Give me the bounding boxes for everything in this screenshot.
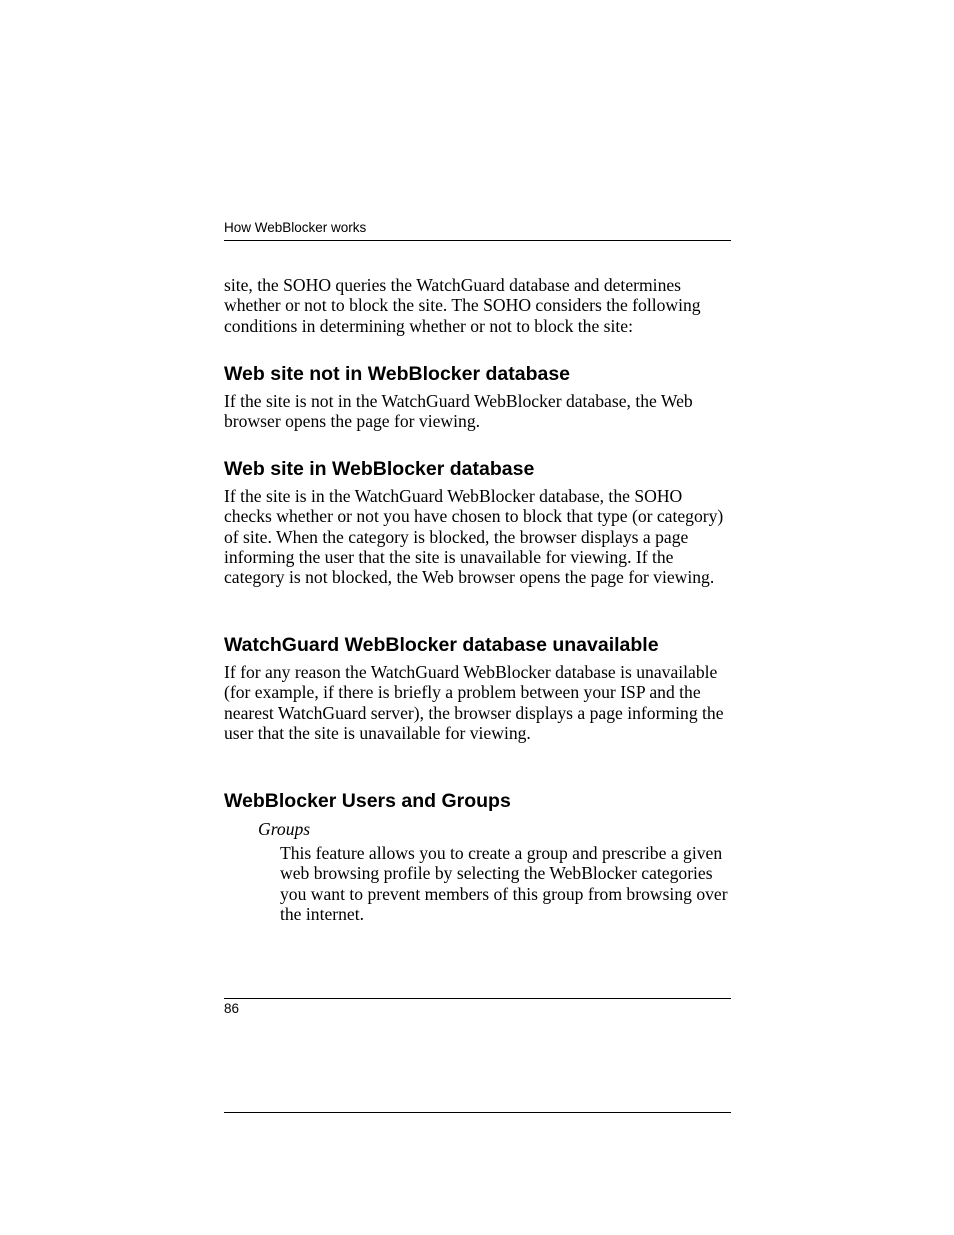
section-heading-database-unavailable: WatchGuard WebBlocker database unavailable: [224, 634, 659, 656]
intro-paragraph: site, the SOHO queries the WatchGuard database and determines whether or not to block the site. The SOHO considers the following conditions in determining whether or not to block the site:: [224, 275, 701, 336]
section-heading-users-and-groups: WebBlocker Users and Groups: [224, 790, 511, 812]
section-body-groups: This feature allows you to create a group and prescribe a given web browsing profile by selecting the WebBlocker categories you want to prevent members of this group from browsing over the internet.: [280, 843, 728, 924]
section-heading-in-database: Web site in WebBlocker database: [224, 458, 535, 480]
section-body-in-database: If the site is in the WatchGuard WebBlocker database, the SOHO checks whether or not you have chosen to block that type (or category) of site. When the category is blocked, the browser displays a page informing the user that the site is unavailable for viewing. If the category is not blocked, the Web browser opens the page for viewing.: [224, 486, 724, 588]
section-heading-not-in-database: Web site not in WebBlocker database: [224, 363, 571, 385]
section-body-not-in-database: If the site is not in the WatchGuard WebBlocker database, the Web browser opens the page for viewing.: [224, 391, 693, 432]
page-number: 86: [224, 1001, 240, 1016]
section-body-database-unavailable: If for any reason the WatchGuard WebBlocker database is unavailable (for example, if there is briefly a problem between your ISP and the nearest WatchGuard server), the browser displays a page informing the user that the site is unavailable for viewing.: [224, 662, 724, 743]
page-bottom-rule: [224, 1112, 731, 1113]
header-rule: [224, 240, 731, 241]
footer-rule: [224, 998, 731, 999]
subheading-groups: Groups: [258, 819, 311, 839]
running-header: How WebBlocker works: [224, 220, 367, 235]
